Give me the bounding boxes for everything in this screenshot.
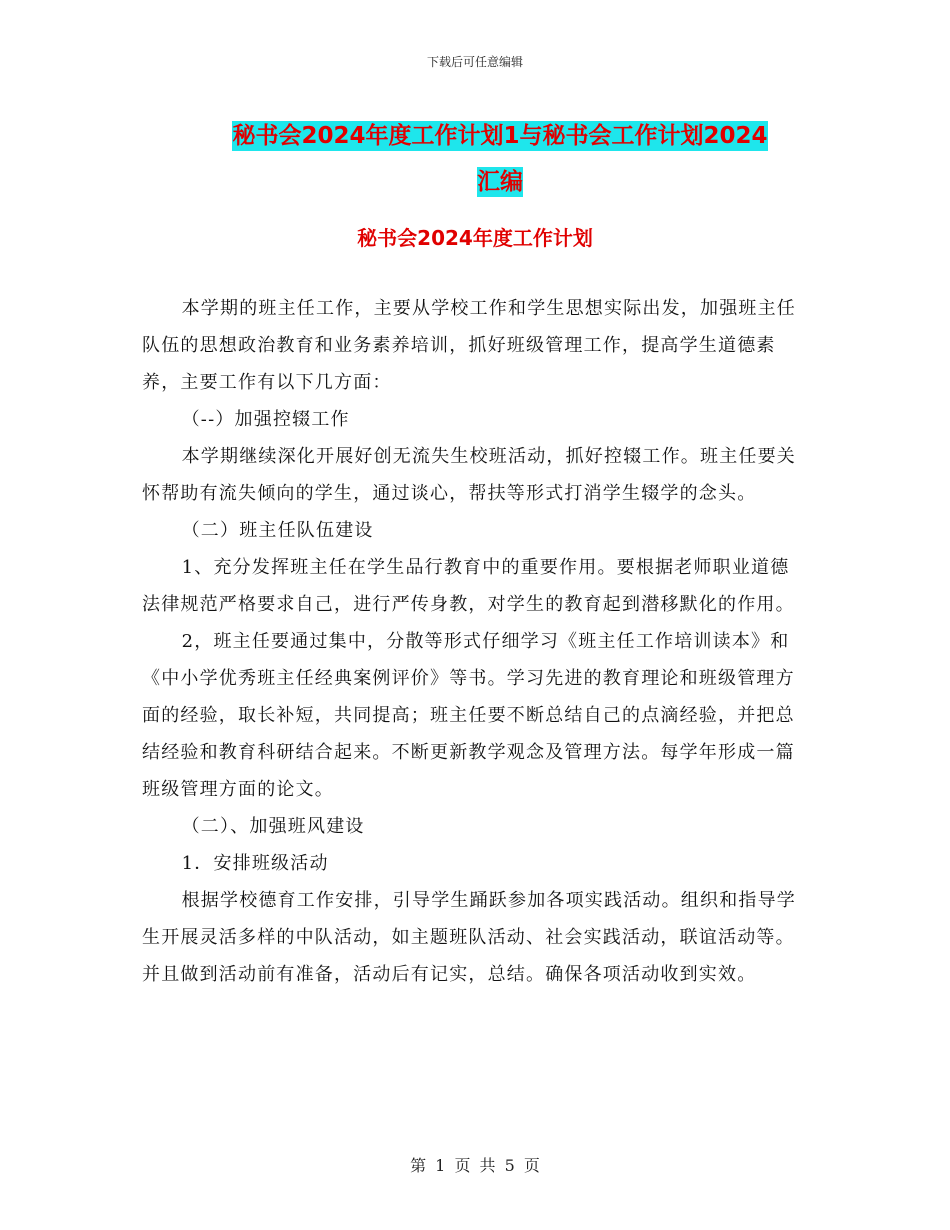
document-title bbox=[150, 114, 850, 206]
body-paragraph: 2，班主任要通过集中，分散等形式仔细学习《班主任工作培训读本》和《中小学优秀班主任经典案例评价》等书。学习先进的教育理论和班级管理方面的经验，取长补短，共同提高；班主任要不断总结自己的点滴经验，并把总结经验和教育科研结合起来。不断更新教学观念及管理方法。每学年形成一篇班级管理方面的论文。 bbox=[142, 631, 795, 800]
document-title-line-2: 汇编 bbox=[477, 169, 523, 195]
page-footer-indicator: 第 1 页 共 5 页 bbox=[410, 1156, 540, 1175]
body-paragraph: 本学期的班主任工作，主要从学校工作和学生思想实际出发，加强班主任队伍的思想政治教育和业务素养培训，抓好班级管理工作，提高学生道德素养，主要工作有以下几方面： bbox=[142, 298, 796, 393]
section-label: （--）加强控辍工作 bbox=[181, 409, 350, 430]
section-label: 1．安排班级活动 bbox=[181, 853, 329, 874]
section-label: （二）班主任队伍建设 bbox=[181, 520, 374, 541]
body-paragraph: 1、充分发挥班主任在学生品行教育中的重要作用。要根据老师职业道德法律规范严格要求自己，进行严传身教，对学生的教育起到潜移默化的作用。 bbox=[142, 557, 795, 615]
page-header-note: 下载后可任意编辑 bbox=[426, 55, 523, 69]
body-paragraph: 根据学校德育工作安排，引导学生踊跃参加各项实践活动。组织和指导学生开展灵活多样的中队活动，如主题班队活动、社会实践活动，联谊活动等。并且做到活动前有准备，活动后有记实，总结。确保各项活动收到实效。 bbox=[142, 890, 796, 985]
body-paragraph: 本学期继续深化开展好创无流失生校班活动，抓好控辍工作。班主任要关怀帮助有流失倾向的学生，通过谈心，帮扶等形式打消学生辍学的念头。 bbox=[142, 446, 796, 504]
document-title-line-1: 秘书会2024年度工作计划1与秘书会工作计划2024 bbox=[232, 123, 768, 149]
document-body bbox=[142, 290, 807, 993]
section-label: （二）、加强班风建设 bbox=[181, 816, 365, 837]
section-heading: 秘书会2024年度工作计划 bbox=[357, 226, 593, 250]
